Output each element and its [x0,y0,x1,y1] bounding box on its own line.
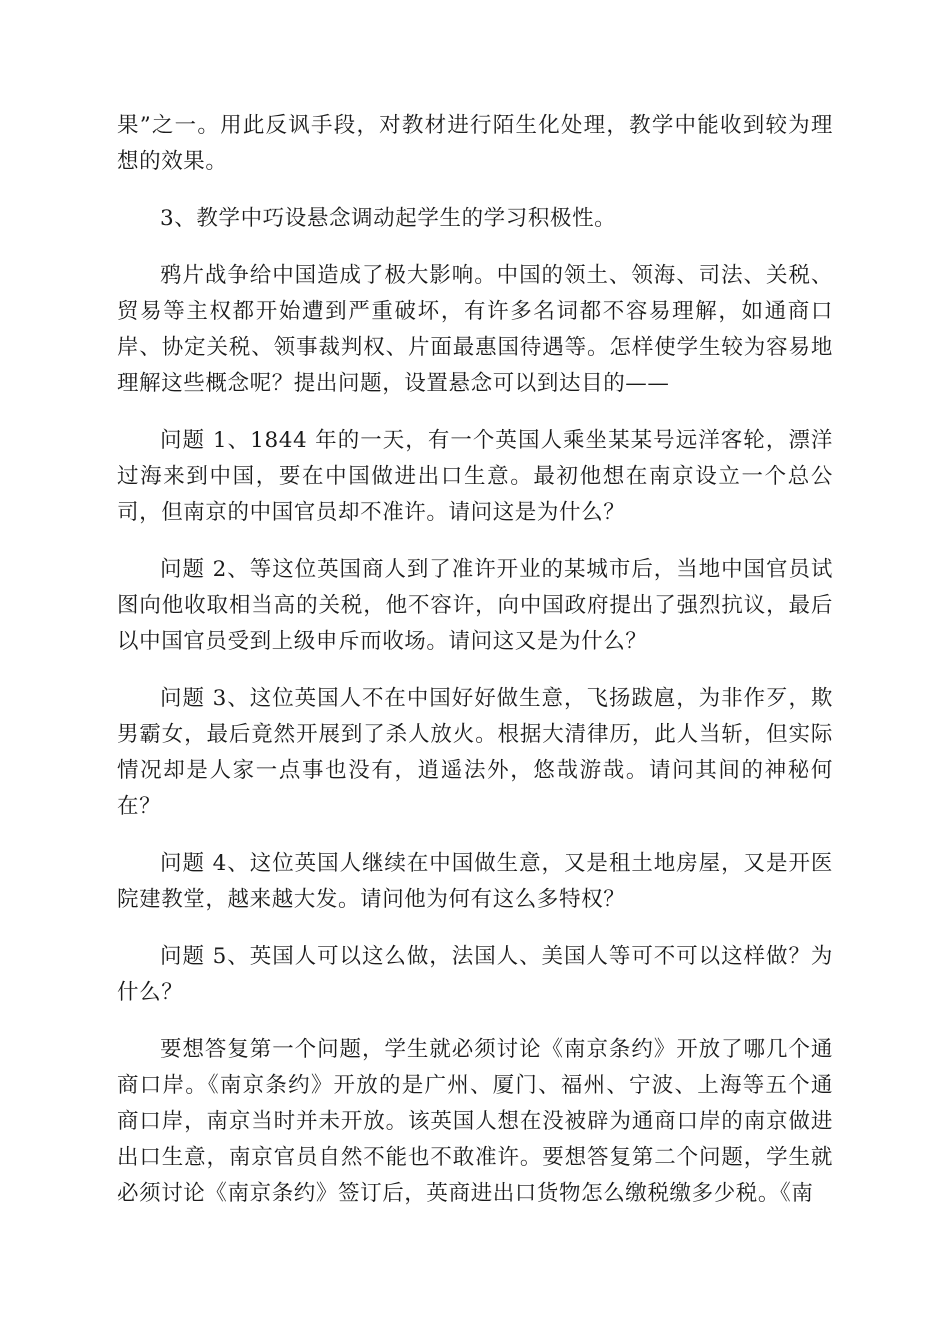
paragraph-answer: 要想答复第一个问题，学生就必须讨论《南京条约》开放了哪几个通商口岸。《南京条约》开放的是广州、厦门、福州、宁波、上海等五个通商口岸，南京当时并未开放。该英国人想在没被辟为通商口岸的南京做进出口生意，南京官员自然不能也不敢准许。要想答复第二个问题，学生就必须讨论《南京条约》签订后，英商进出口货物怎么缴税缴多少税。《南 [117,1037,833,1206]
question-3: 问题 3、这位英国人不在中国好好做生意，飞扬跋扈，为非作歹，欺男霸女，最后竟然开展到了杀人放火。根据大清律历，此人当斩，但实际情况却是人家一点事也没有，逍遥法外，悠哉游哉。请问其间的神秘何在？ [117,686,833,819]
document-page [117,108,833,1233]
section-heading: 3、教学中巧设悬念调动起学生的学习积极性。 [160,206,617,231]
paragraph-continuation: 果”之一。用此反讽手段，对教材进行陌生化处理，教学中能收到较为理想的效果。 [117,113,833,174]
question-1: 问题 1、1844 年的一天，有一个英国人乘坐某某号远洋客轮，漂洋过海来到中国，要在中国做进出口生意。最初他想在南京设立一个总公司，但南京的中国官员却不准许。请问这是为什么？ [117,428,833,525]
question-2: 问题 2、等这位英国商人到了准许开业的某城市后，当地中国官员试图向他收取相当高的关税，他不容许，向中国政府提出了强烈抗议，最后以中国官员受到上级申斥而收场。请问这又是为什么？ [117,557,833,654]
paragraph-intro: 鸦片战争给中国造成了极大影响。中国的领土、领海、司法、关税、贸易等主权都开始遭到严重破坏，有许多名词都不容易理解，如通商口岸、协定关税、领事裁判权、片面最惠国待遇等。怎样使学生较为容易地理解这些概念呢？提出问题，设置悬念可以到达目的—— [117,263,833,396]
question-5: 问题 5、英国人可以这么做，法国人、美国人等可不可以这样做？为什么？ [117,944,833,1005]
question-4: 问题 4、这位英国人继续在中国做生意，又是租土地房屋，又是开医院建教堂，越来越大发。请问他为何有这么多特权？ [117,851,833,912]
